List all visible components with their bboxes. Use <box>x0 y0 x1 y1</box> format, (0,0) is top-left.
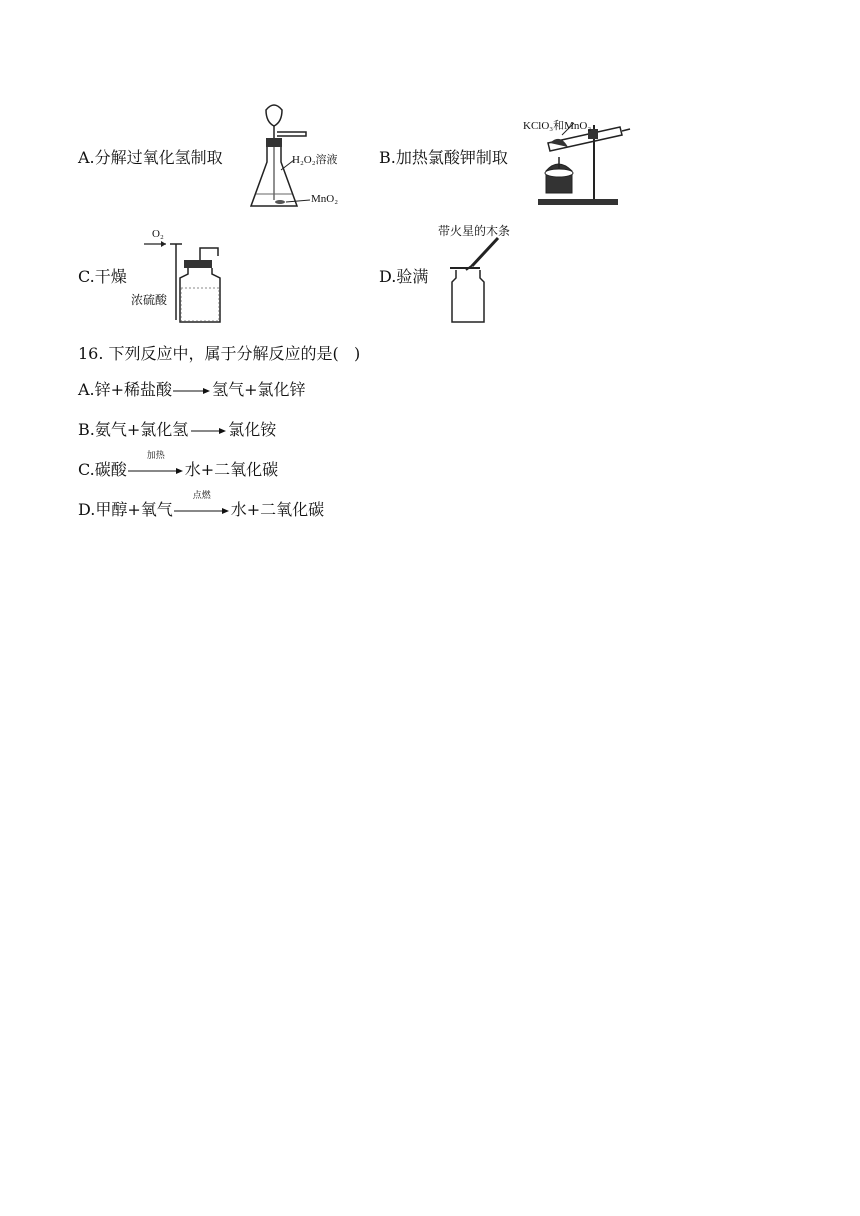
reaction-condition: 加热 <box>146 450 165 461</box>
question-16-stem: 16. 下列反应中，属于分解反应的是( ) <box>78 344 361 363</box>
option-a-text: A.分解过氧化氢制取 <box>78 148 223 167</box>
products: 氯化铵 <box>228 420 277 439</box>
question-16-option-b <box>78 420 276 441</box>
option-b-text: B.加热氯酸钾制取 <box>379 148 508 167</box>
reaction-condition: 点燃 <box>192 490 211 501</box>
label-h2o2: H₂O₂溶液 <box>292 154 338 166</box>
label-kclo3: KClO₃和MnO₂ <box>523 120 592 132</box>
reactants: D.甲醇+氧气 <box>78 500 173 519</box>
reactants: A.锌+稀盐酸 <box>78 380 173 399</box>
reaction-arrow <box>172 381 212 401</box>
question-16-option-a <box>78 380 305 401</box>
label-o2: O₂ <box>152 228 164 240</box>
label-glowing-splint: 带火星的木条 <box>438 224 511 238</box>
reaction-arrow <box>173 490 231 521</box>
question-16-option-d <box>78 490 325 521</box>
collection-bottle-figure <box>436 218 516 330</box>
heating-apparatus-figure <box>520 113 635 209</box>
reaction-arrow <box>188 421 228 441</box>
reaction-arrow <box>127 450 185 481</box>
drying-bottle-figure <box>130 222 230 326</box>
option-c-text: C.干燥 <box>78 267 127 286</box>
option-d-text: D.验满 <box>379 267 429 286</box>
label-sulfuric-acid: 浓硫酸 <box>131 293 168 307</box>
products: 氢气+氯化锌 <box>212 380 306 399</box>
reactants: C.碳酸 <box>78 460 127 479</box>
reactants: B.氨气+氯化氢 <box>78 420 189 439</box>
flask-apparatus-figure <box>248 100 358 212</box>
label-mno2: MnO₂ <box>311 193 339 205</box>
products: 水+二氧化碳 <box>184 460 279 479</box>
products: 水+二氧化碳 <box>230 500 325 519</box>
question-16-option-c <box>78 450 279 481</box>
